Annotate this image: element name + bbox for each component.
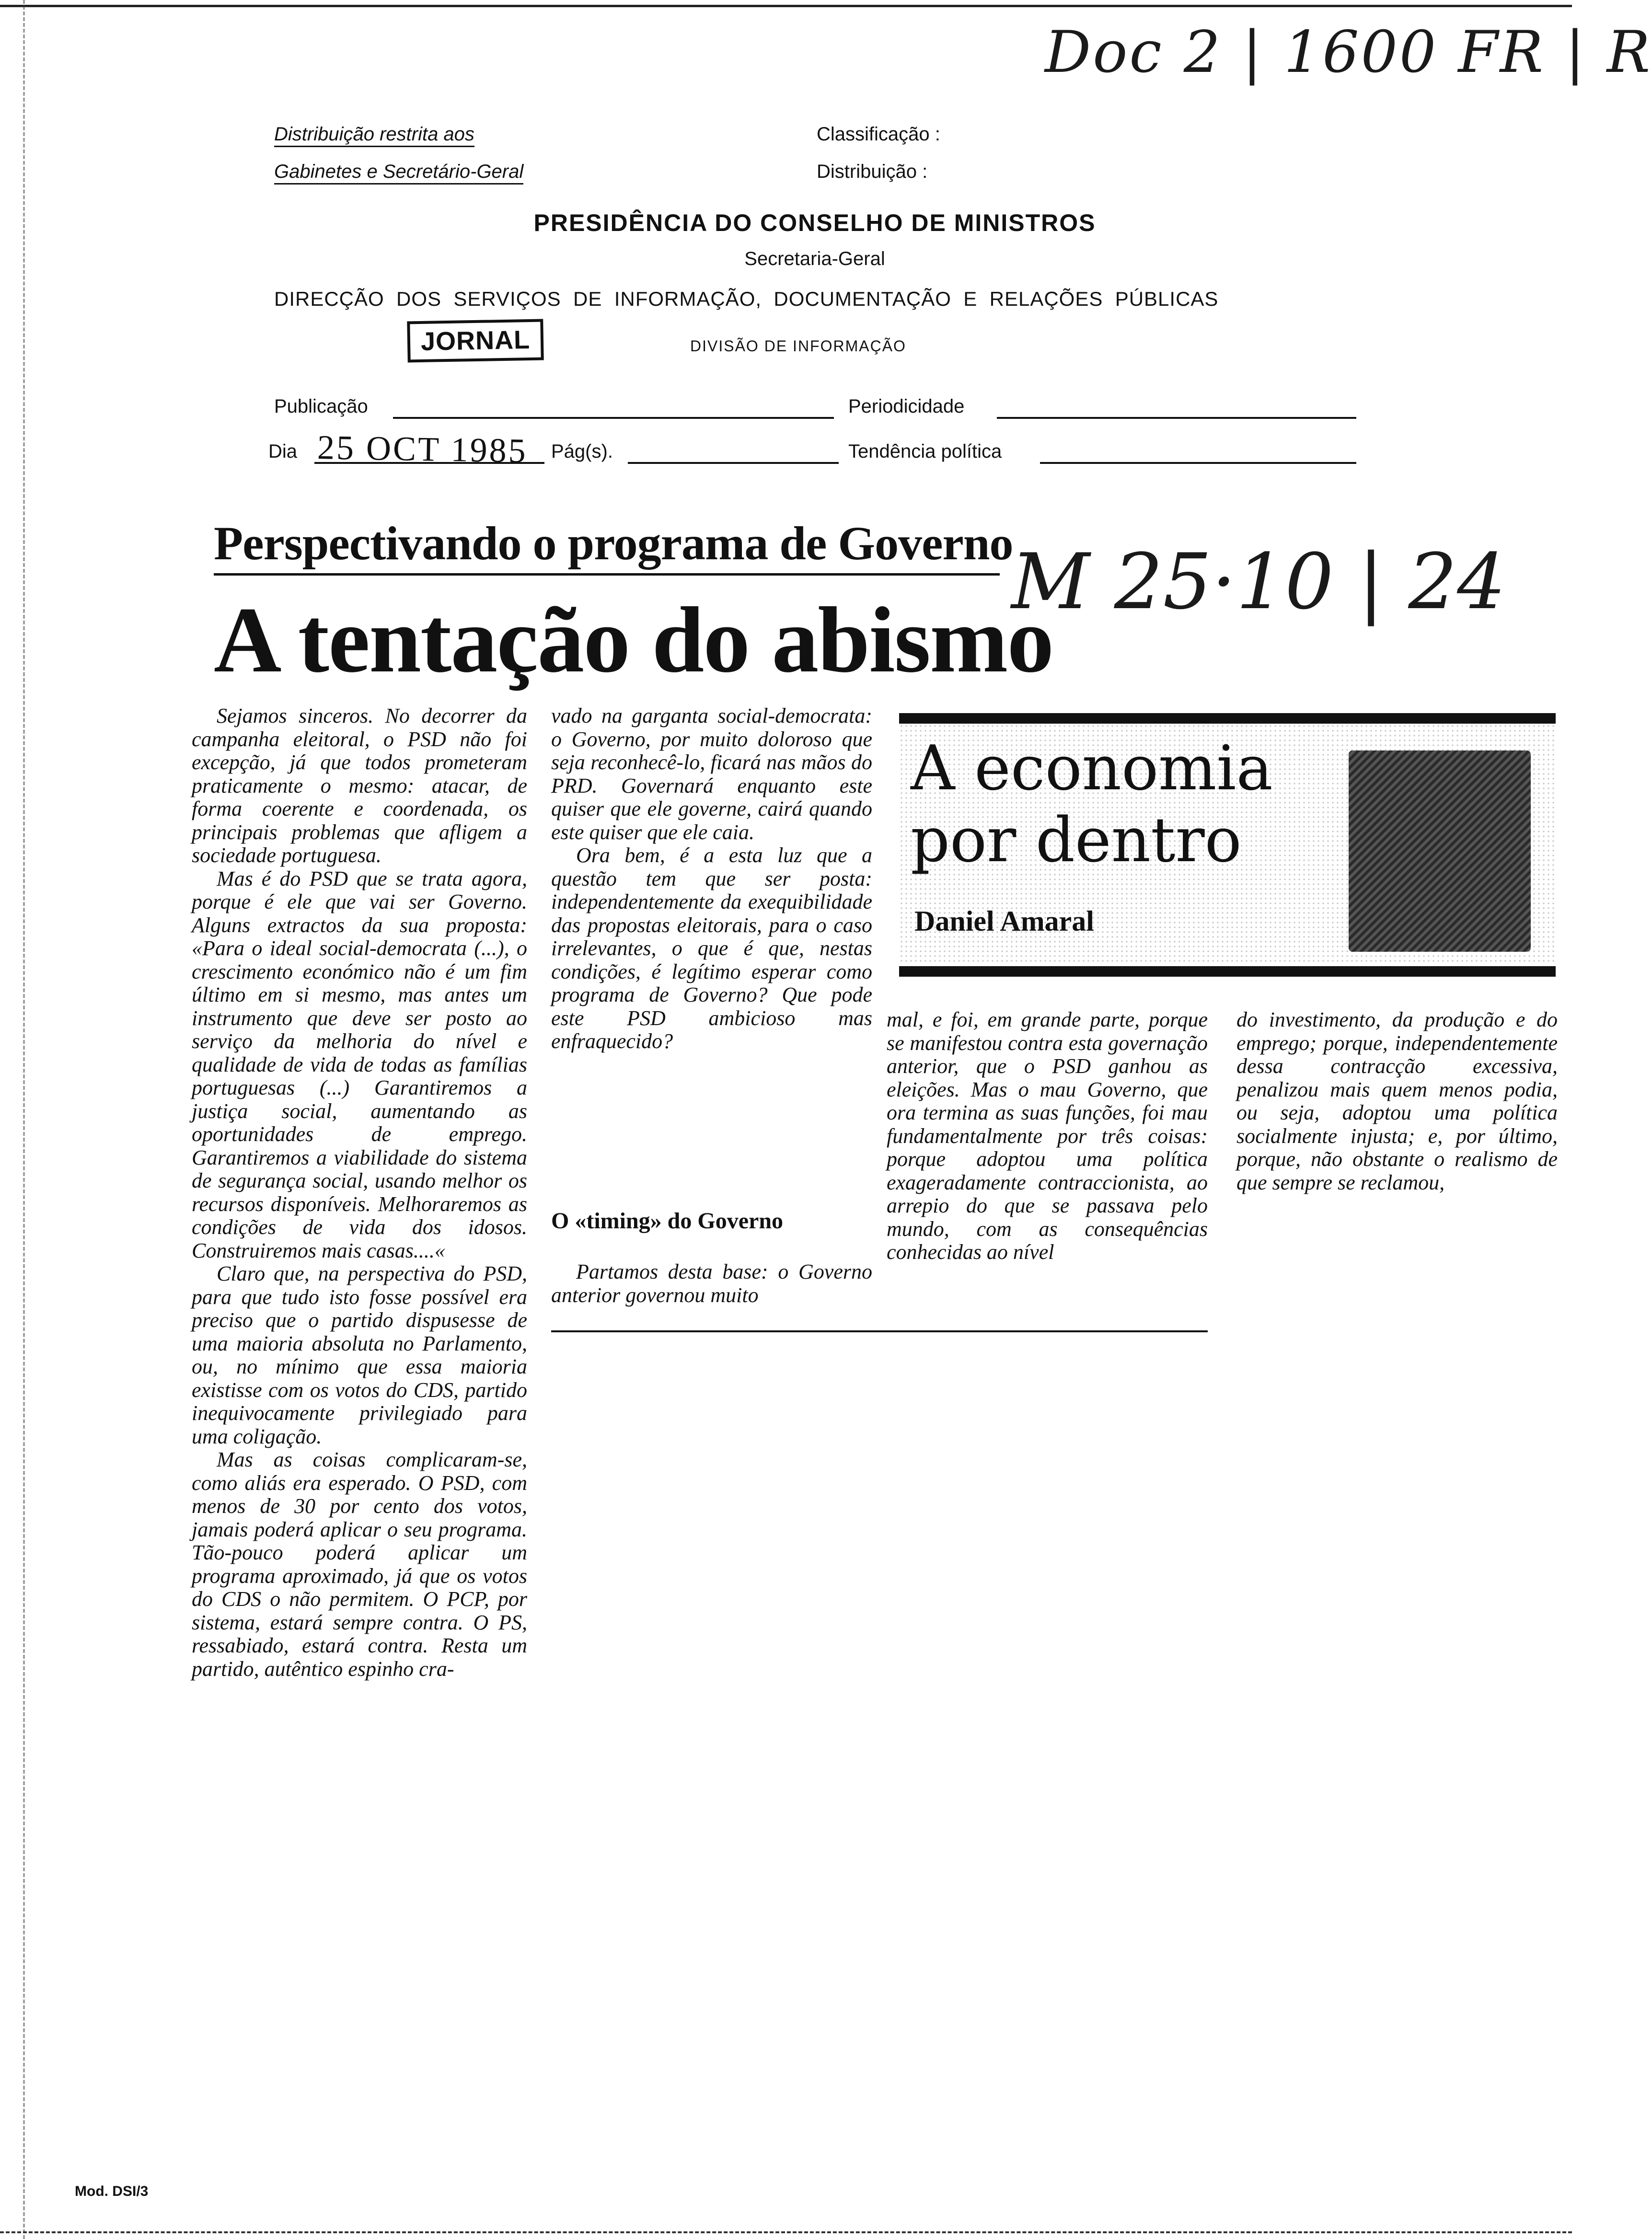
- column-title-line1: A economia: [911, 733, 1273, 804]
- handwritten-reference: Doc 2 | 1600 FR | R: [1045, 19, 1652, 86]
- directorate: DIRECÇÃO DOS SERVIÇOS DE INFORMAÇÃO, DOCUMENTAÇÃO E RELAÇÕES PÚBLICAS: [274, 288, 1219, 310]
- article-column-1: [192, 704, 527, 1681]
- author-photo: [1349, 750, 1531, 952]
- publication-label: Publicação: [274, 396, 368, 417]
- classification-label: Classificação :: [817, 124, 940, 145]
- subhead: O «timing» do Governo: [551, 1208, 784, 1234]
- pages-label: Pág(s).: [551, 441, 613, 462]
- handwritten-date-note: M 25·10 | 24: [1011, 537, 1506, 626]
- paragraph: vado na garganta social-democrata: o Governo, por muito doloroso que seja reconhecê-lo, ficará nas mãos do PRD. Governará enquanto este quiser que ele governe, cairá quando este quiser que ele caia.: [551, 704, 872, 844]
- article-column-2: [551, 704, 872, 1053]
- article-column-3: [887, 1008, 1208, 1264]
- paragraph: Partamos desta base: o Governo anterior governou muito: [551, 1260, 872, 1307]
- pages-field-line: [628, 462, 839, 464]
- column-end-rule: [551, 1330, 1208, 1332]
- day-label: Dia: [268, 441, 298, 462]
- kicker-underline: [214, 573, 1000, 576]
- article-column-2b: [551, 1260, 872, 1307]
- scan-left-edge: [0, 0, 25, 2239]
- paragraph: mal, e foi, em grande parte, porque se manifestou contra esta governação anterior, que o PSD ganhou as eleições. Mas o mau Governo, que ora termina as suas funções, foi mau fundamentalmente por três coisas: porque adoptou uma política exageradamente contraccionista, ao arrepio do que se passava pelo mundo, com as consequências conhecidas ao nível: [887, 1008, 1208, 1264]
- org-title: PRESIDÊNCIA DO CONSELHO DE MINISTROS: [533, 209, 1096, 236]
- date-stamp: 25 OCT 1985: [317, 428, 528, 470]
- org-subtitle: Secretaria-Geral: [744, 248, 885, 269]
- day-field-line: [314, 462, 544, 464]
- distribution-label: Distribuição :: [817, 161, 928, 182]
- column-title-line2: por dentro: [911, 805, 1242, 876]
- article-kicker: Perspectivando o programa de Governo: [214, 517, 1013, 570]
- periodicity-field-line: [997, 417, 1356, 419]
- publication-field-line: [393, 417, 834, 419]
- paragraph: Sejamos sinceros. No decorrer da campanha eleitoral, o PSD não foi excepção, já que todos prometeram praticamente o mesmo: atacar, de forma coerente e coordenada, os principais problemas que afligem a sociedade portuguesa.: [192, 704, 527, 867]
- distribution-restriction-line1: Distribuição restrita aos: [274, 124, 474, 145]
- column-header-top-bar: [899, 713, 1556, 724]
- scan-bottom-edge: [0, 2231, 1572, 2233]
- article-column-4: [1236, 1008, 1558, 1194]
- paragraph: Mas as coisas complicaram-se, como aliás era esperado. O PSD, com menos de 30 por cento dos votos, jamais poderá aplicar o seu programa. Tão-pouco poderá aplicar um programa aproximado, já que os votos do CDS o não permitem. O PCP, por sistema, estará sempre contra. O PS, ressabiado, estará contra. Resta um partido, autêntico espinho cra-: [192, 1448, 527, 1681]
- author-byline: Daniel Amaral: [914, 905, 1094, 937]
- division-label: DIVISÃO DE INFORMAÇÃO: [690, 337, 906, 355]
- paragraph: do investimento, da produção e do emprego; porque, independentemente dessa contracção excessiva, penalizou mais quem menos podia, ou seja, adoptou uma política socialmente injusta; e, por último, porque, não obstante o realismo de que sempre se reclamou,: [1236, 1008, 1558, 1194]
- paragraph: Mas é do PSD que se trata agora, porque é ele que vai ser Governo. Alguns extractos da sua proposta: «Para o ideal social-democrata (...), o crescimento económico não é um fim último em si mesmo, mas antes um instrumento que deve ser posto ao serviço da melhoria do nível e qualidade de vida de todas as famílias portuguesas (...) Garantiremos a justiça social, aumentando as oportunidades de emprego. Garantiremos a viabilidade do sistema de segurança social, usando melhor os recursos disponíveis. Melhoraremos as condições de vida dos idosos. Construiremos mais casas....«: [192, 866, 527, 1262]
- paragraph: Claro que, na perspectiva do PSD, para que tudo isto fosse possível era preciso que o partido dispusesse de uma maioria absoluta no Parlamento, ou, no mínimo que essa maioria existisse com os votos do CDS, partido inequivocamente privilegiado para uma coligação.: [192, 1262, 527, 1448]
- column-header-bottom-bar: [899, 966, 1556, 977]
- form-code: Mod. DSI/3: [75, 2183, 149, 2199]
- publication-type-stamp: JORNAL: [407, 319, 543, 363]
- political-tendency-field-line: [1040, 462, 1356, 464]
- periodicity-label: Periodicidade: [848, 396, 965, 417]
- scan-top-edge: [0, 5, 1572, 7]
- distribution-restriction-line2: Gabinetes e Secretário-Geral: [274, 161, 523, 183]
- political-tendency-label: Tendência política: [848, 441, 1002, 462]
- paragraph: Ora bem, é a esta luz que a questão tem que ser posta: independentemente da exequibilidade das propostas eleitorais, para o caso irrelevantes, o que é que, nestas condições, é legítimo esperar como programa de Governo? Que pode este PSD ambicioso mas enfraquecido?: [551, 843, 872, 1053]
- article-headline: A tentação do abismo: [214, 588, 1053, 692]
